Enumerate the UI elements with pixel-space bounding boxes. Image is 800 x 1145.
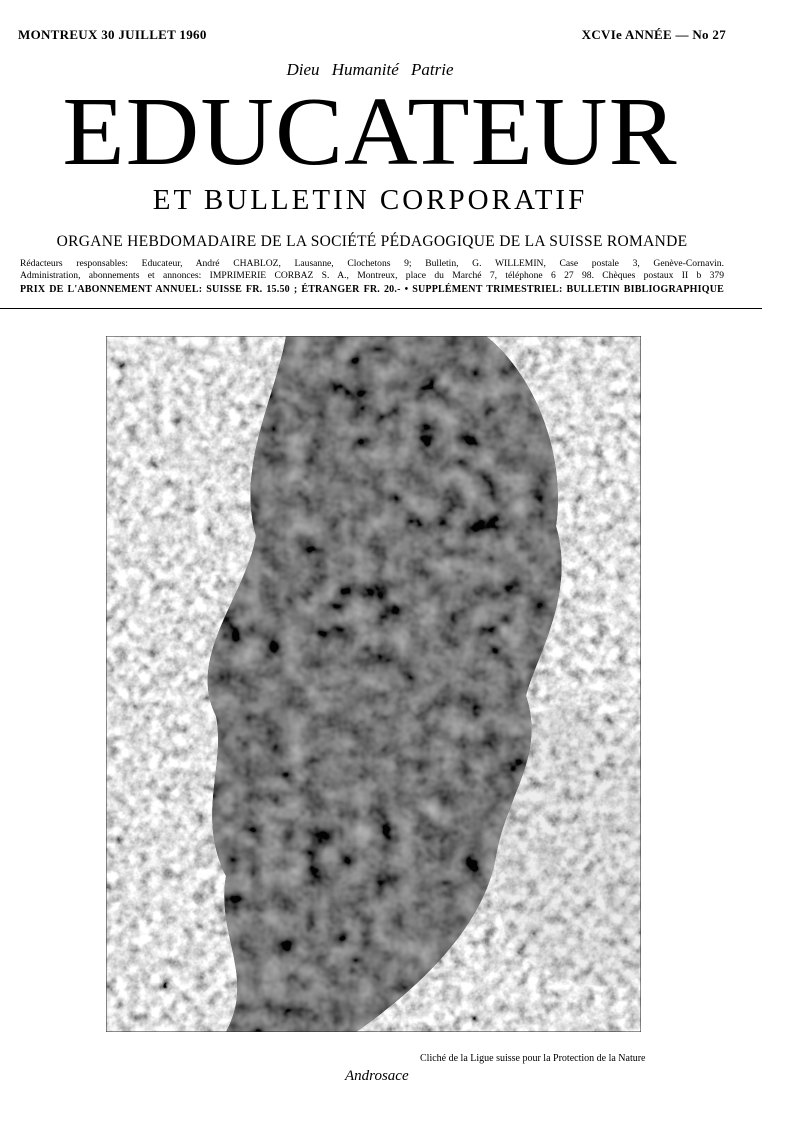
editors-line: Rédacteurs responsables: Educateur, André CHABLOZ, Lausanne, Clochetons 9; Bulletin, G. WILLEMIN, Case postale 3, Genève-Cornavin. bbox=[20, 258, 724, 269]
photo-credit: Cliché de la Ligue suisse pour la Protection de la Nature bbox=[420, 1053, 646, 1064]
issue-number: XCVIe ANNÉE — No 27 bbox=[581, 27, 726, 42]
header-top-line bbox=[18, 27, 726, 43]
price-line: PRIX DE L'ABONNEMENT ANNUEL: SUISSE FR. 15.50 ; ÉTRANGER FR. 20.- • SUPPLÉMENT TRIMESTRIEL: BULLETIN BIBLIOGRAPHIQUE bbox=[20, 284, 724, 295]
photo-image bbox=[106, 336, 641, 1032]
masthead-title: EDUCATEUR bbox=[62, 78, 678, 186]
organ-line: ORGANE HEBDOMADAIRE DE LA SOCIÉTÉ PÉDAGOGIQUE DE LA SUISSE ROMANDE bbox=[56, 233, 688, 250]
administration-line: Administration, abonnements et annonces: IMPRIMERIE CORBAZ S. A., Montreux, place du Marché 7, téléphone 6 27 98. Chèques postaux II b 379 bbox=[20, 270, 724, 281]
motto: Dieu Humanité Patrie bbox=[286, 60, 454, 79]
header-divider bbox=[0, 308, 762, 309]
photo-caption: Androsace bbox=[345, 1068, 409, 1084]
place-date: MONTREUX 30 JUILLET 1960 bbox=[18, 27, 207, 42]
masthead-subtitle: ET BULLETIN CORPORATIF bbox=[152, 184, 588, 216]
androsace-photo bbox=[106, 336, 641, 1032]
